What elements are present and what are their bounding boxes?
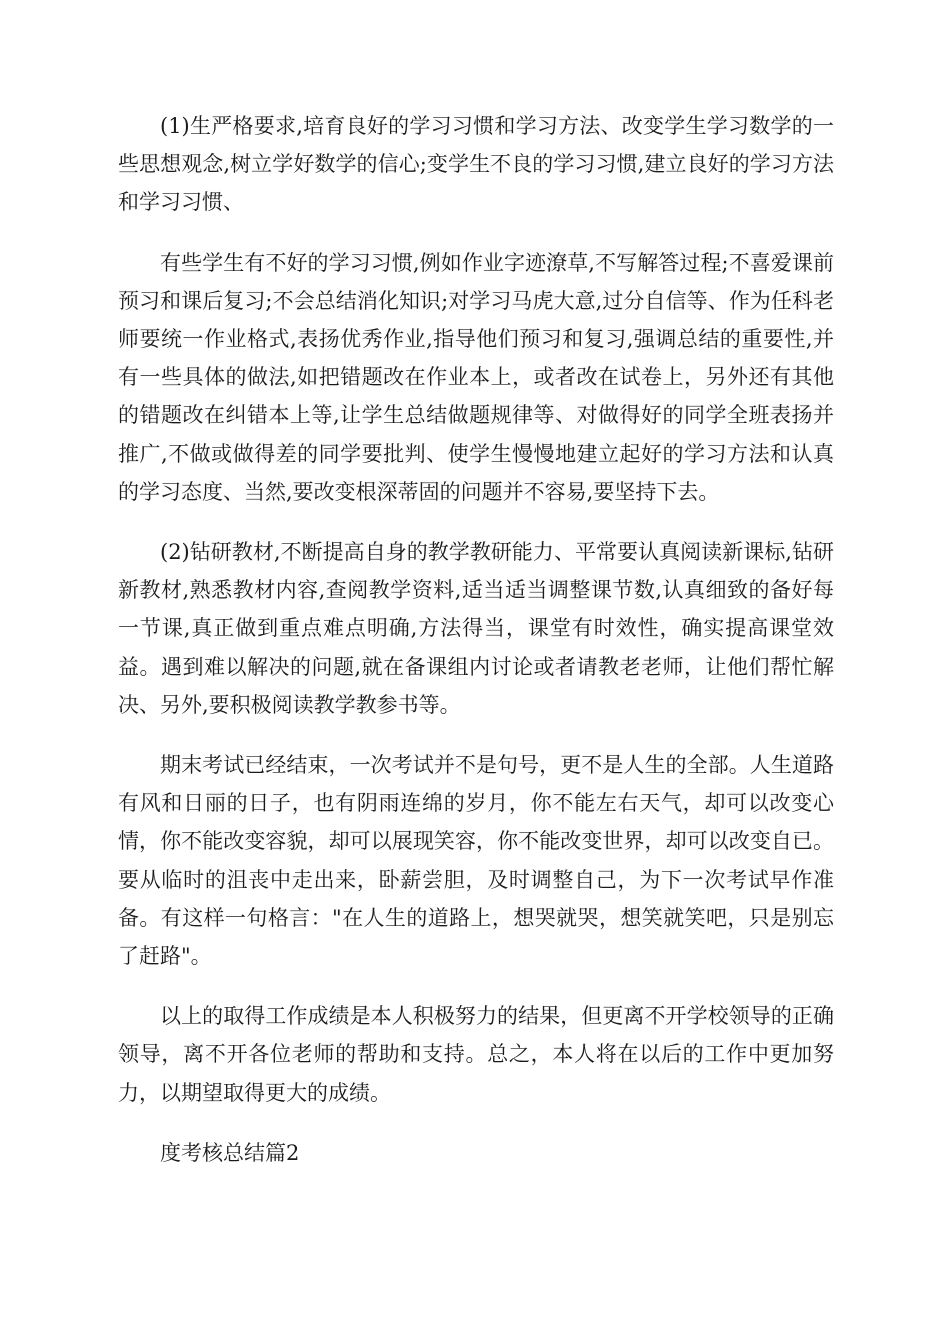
paragraph-study-habits: 有些学生有不好的学习习惯,例如作业字迹潦草,不写解答过程;不喜爱课前预习和课后复习;不会总结消化知识;对学习马虎大意,过分自信等、作为任科老师要统一作业格式,表扬优秀作业,指导他们预习和复习,强调总结的重要性,并有一些具体的做法,如把错题改在作业本上，或者改在试卷上，另外还有其他的错题改在纠错本上等,让学生总结做题规律等、对做得好的同学全班表扬并推广,不做或做得差的同学要批判、使学生慢慢地建立起好的学习方法和认真的学习态度、当然,要改变根深蒂固的问题并不容易,要坚持下去。 — [118, 250, 834, 504]
paragraph-goal-1: (1)生严格要求,培育良好的学习习惯和学习方法、改变学生学习数学的一些思想观念,树立学好数学的信心;变学生不良的学习习惯,建立良好的学习方法和学习习惯、 — [118, 114, 834, 215]
paragraph-final-exam: 期末考试已经结束，一次考试并不是句号，更不是人生的全部。人生道路有风和日丽的日子，也有阴雨连绵的岁月，你不能左右天气，却可以改变心情，你不能改变容貌，却可以展现笑容，你不能改变世界，却可以改变自已。要从临时的沮丧中走出来，卧薪尝胆，及时调整自己，为下一次考试早作准备。有这样一句格言："在人生的道路上，想哭就哭，想笑就笑吧，只是别忘了赶路"。 — [118, 753, 834, 969]
section-heading: 度考核总结篇2 — [160, 1140, 300, 1165]
paragraph-conclusion: 以上的取得工作成绩是本人积极努力的结果，但更离不开学校领导的正确领导，离不开各位老师的帮助和支持。总之，本人将在以后的工作中更加努力，以期望取得更大的成绩。 — [118, 1004, 834, 1105]
paragraph-goal-2: (2)钻研教材,不断提高自身的教学教研能力、平常要认真阅读新课标,钻研新教材,熟悉教材内容,查阅教学资料,适当适当调整课节数,认真细致的备好每一节课,真正做到重点难点明确,方法得当，课堂有时效性，确实提高课堂效益。遇到难以解决的问题,就在备课组内讨论或者请教老老师，让他们帮忙解决、另外,要积极阅读教学教参书等。 — [118, 540, 834, 717]
document-body — [118, 107, 834, 1194]
